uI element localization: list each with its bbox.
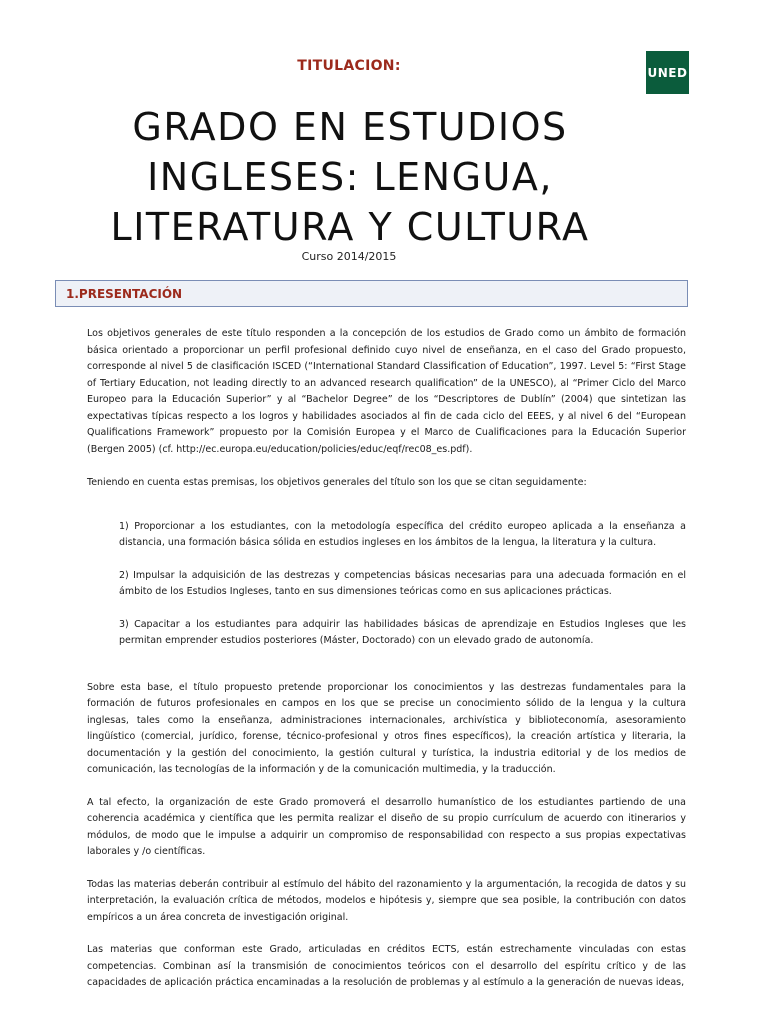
paragraph: Las materias que conforman este Grado, articuladas en créditos ECTS, están estrechamente vinculadas con estas competencias. Combinan así la transmisión de conocimientos teóricos con el desarrollo del espíritu crítico y de las capacidades de aplicación práctica encaminadas a la resolución de problemas y al estímulo a la generación de nuevas ideas, (87, 944, 686, 988)
section-header-presentacion (55, 280, 688, 307)
paragraph: Sobre esta base, el título propuesto pretende proporcionar los conocimientos y las destrezas fundamentales para la formación de futuros profesionales en campos en los que se precise un conocimiento sólido de la lengua y la cultura inglesas, tales como la enseñanza, administraciones internacionales, archivística y biblioteconomía, asesoramiento lingüístico (comercial, jurídico, forense, técnico-profesional y otros fines específicos), la creación artística y literaria, la documentación y la gestión del conocimiento, la gestión cultural y turística, la industria editorial y de los medios de comunicación, las tecnologías de la información y de la comunicación multimedia, y la traducción. (87, 681, 686, 775)
title-line: INGLESES: LENGUA, (147, 155, 553, 199)
title-line: LITERATURA Y CULTURA (110, 205, 590, 249)
paragraph: A tal efecto, la organización de este Grado promoverá el desarrollo humanístico de los estudiantes partiendo de una coherencia académica y científica que les permita realizar el diseño de su propio currículum de acuerdo con itinerarios y módulos, de modo que le impulse a adquirir un compromiso de responsabilidad con respecto a sus propias expectativas laborales y /o científicas. (87, 796, 686, 857)
page-title (40, 102, 660, 252)
uned-logo (646, 51, 689, 94)
section-heading: 1.PRESENTACIÓN (66, 286, 183, 301)
course-year: Curso 2014/2015 (301, 250, 397, 263)
titulacion-label: TITULACION: (297, 58, 401, 74)
objective-item: 2) Impulsar la adquisición de las destrezas y competencias básicas necesarias para una adecuada formación en el ámbito de los Estudios Ingleses, tanto en sus dimensiones teóricas como en sus aplicaciones prácticas. (119, 569, 686, 597)
title-line: GRADO EN ESTUDIOS (132, 105, 568, 149)
paragraph: Teniendo en cuenta estas premisas, los objetivos generales del título son los que se citan seguidamente: (87, 477, 587, 488)
paragraph: Los objetivos generales de este título responden a la concepción de los estudios de Grado como un ámbito de formación básica orientado a proporcionar un perfil profesional definido cuyo nivel de enseñanza, en el caso del Grado propuesto, corresponde al nivel 5 de clasificación ISCED (“International Standard Classification of Education”, 1997. Level 5: “First Stage of Tertiary Education, not leading directly to an advanced research qualification” de la UNESCO), al “Primer Ciclo del Marco Europeo para la Educación Superior” y al “Bachelor Degree” de los “Descriptores de Dublín” (2004) que sintetizan las expectativas típicas respecto a los logros y habilidades asociados al fin de cada ciclo del EEES, y al nivel 6 del “European Qualifications Framework” propuesto por la Comisión Europea y el Marco de Cualificaciones para la Educación Superior (Bergen 2005) (cf. http://ec.europa.eu/education/policies/educ/eqf/rec08_es.pdf). (87, 328, 686, 455)
document-body (87, 326, 686, 992)
objective-item: 1) Proporcionar a los estudiantes, con la metodología específica del crédito europeo aplicada a la enseñanza a distancia, una formación básica sólida en estudios ingleses en los ámbitos de la lengua, la literatura y la cultura. (119, 520, 686, 548)
objective-item: 3) Capacitar a los estudiantes para adquirir las habilidades básicas de aprendizaje en Estudios Ingleses que les permitan emprender estudios posteriores (Máster, Doctorado) con un elevado grado de autonomía. (119, 618, 686, 646)
paragraph: Todas las materias deberán contribuir al estímulo del hábito del razonamiento y la argumentación, la recogida de datos y su interpretación, la evaluación crítica de métodos, modelos e hipótesis y, siempre que sea posible, la contribución con datos empíricos a un área concreta de investigación original. (87, 878, 686, 923)
logo-text: UNED (647, 65, 688, 80)
